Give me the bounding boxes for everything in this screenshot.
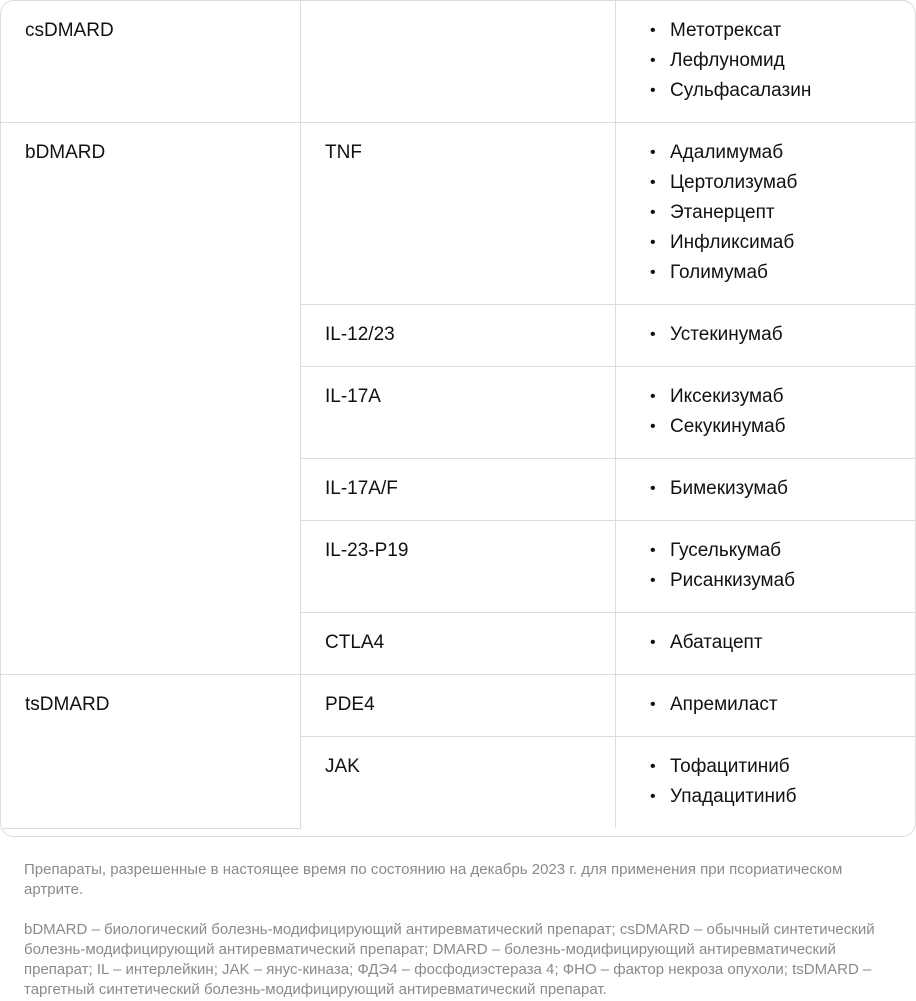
- target-cell: IL-17A/F: [301, 459, 616, 521]
- drug-item: • Метотрексат: [650, 16, 915, 46]
- table-row: [1, 1, 915, 123]
- drug-item: • Рисанкизумаб: [650, 566, 915, 596]
- target-cell: IL-12/23: [301, 305, 616, 367]
- drug-list: [650, 320, 915, 350]
- drug-list: [650, 16, 915, 106]
- drugs-cell: [616, 1, 916, 123]
- drug-item: • Сульфасалазин: [650, 76, 915, 106]
- abbreviations-note: bDMARD – биологический болезнь-модифицирующий антиревматический препарат; csDMARD – обычный синтетический болезнь-модифицирующий антиревматический препарат; DMARD – болезнь-модифицирующий антиревматический препарат; IL – интерлейкин; JAK – янус-киназа; ФДЭ4 – фосфодиэстераза 4; ФНО – фактор некроза опухоли; tsDMARD – таргетный синтетический болезнь-модифицирующий антиревматический препарат.: [24, 921, 875, 998]
- drug-item: • Тофацитиниб: [650, 752, 915, 782]
- class-cell: bDMARD: [1, 123, 301, 675]
- drug-item: • Упадацитиниб: [650, 782, 915, 812]
- drug-list: [650, 690, 915, 720]
- drugs-cell: [616, 737, 916, 829]
- drug-item: • Секукинумаб: [650, 412, 915, 442]
- drug-list: [650, 628, 915, 658]
- drug-item: • Инфликсимаб: [650, 228, 915, 258]
- drugs-cell: [616, 123, 916, 305]
- target-cell: IL-23-P19: [301, 521, 616, 613]
- drug-item: • Устекинумаб: [650, 320, 915, 350]
- drug-item: • Адалимумаб: [650, 138, 915, 168]
- target-cell: CTLA4: [301, 613, 616, 675]
- class-cell: tsDMARD: [1, 675, 301, 829]
- target-cell: [301, 1, 616, 123]
- table-row: [1, 675, 915, 737]
- target-cell: IL-17A: [301, 367, 616, 459]
- drug-item: • Гуселькумаб: [650, 536, 915, 566]
- drug-item: • Иксекизумаб: [650, 382, 915, 412]
- drug-item: • Абатацепт: [650, 628, 915, 658]
- drug-item: • Лефлуномид: [650, 46, 915, 76]
- drug-list: [650, 138, 915, 288]
- drug-class-table: [1, 1, 915, 829]
- drug-item: • Бимекизумаб: [650, 474, 915, 504]
- drugs-cell: [616, 305, 916, 367]
- drug-item: • Апремиласт: [650, 690, 915, 720]
- drug-list: [650, 382, 915, 442]
- table-row: [1, 123, 915, 305]
- drugs-cell: [616, 521, 916, 613]
- drug-list: [650, 752, 915, 812]
- target-cell: PDE4: [301, 675, 616, 737]
- drug-list: [650, 474, 915, 504]
- drug-item: • Голимумаб: [650, 258, 915, 288]
- drugs-cell: [616, 459, 916, 521]
- drug-item: • Этанерцепт: [650, 198, 915, 228]
- target-cell: JAK: [301, 737, 616, 829]
- drug-list: [650, 536, 915, 596]
- drugs-cell: [616, 675, 916, 737]
- approval-note: Препараты, разрешенные в настоящее время по состоянию на декабрь 2023 г. для применения при псориатическом артрите.: [24, 861, 843, 898]
- class-cell: csDMARD: [1, 1, 301, 123]
- target-cell: TNF: [301, 123, 616, 305]
- table-footnotes: [24, 860, 894, 1000]
- drug-item: • Цертолизумаб: [650, 168, 915, 198]
- drugs-cell: [616, 367, 916, 459]
- drugs-cell: [616, 613, 916, 675]
